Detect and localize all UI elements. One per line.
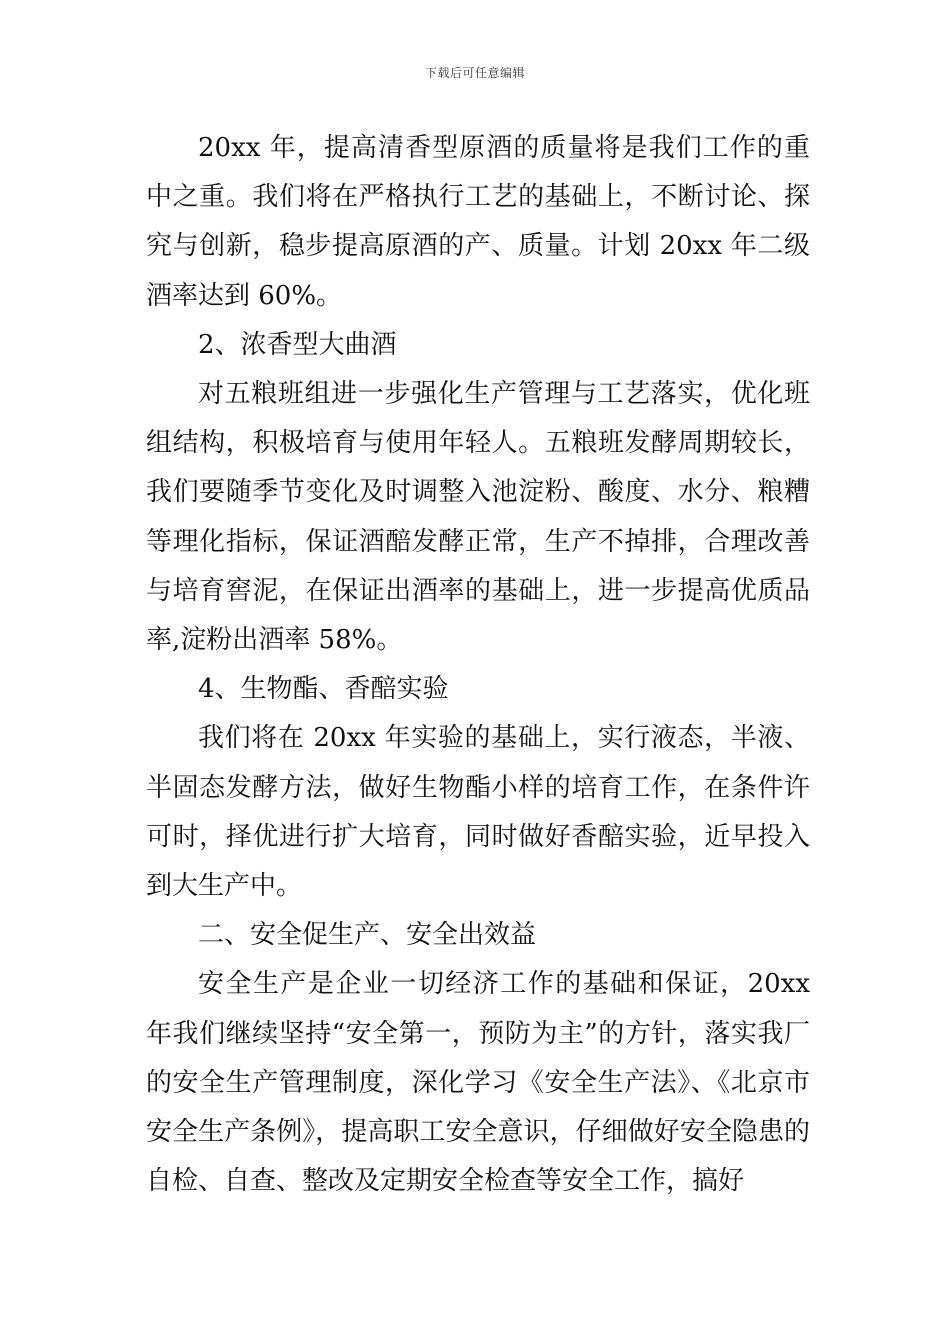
paragraph-qingxiang-quality: 20xx 年，提高清香型原酒的质量将是我们工作的重中之重。我们将在严格执行工艺的基础上，不断讨论、探究与创新，稳步提高原酒的产、质量。计划 20xx 年二级酒率达到 60%。: [146, 133, 810, 311]
paragraph-safety-production: 安全生产是企业一切经济工作的基础和保证，20xx 年我们继续坚持“安全第一，预防为主”的方针，落实我厂的安全生产管理制度，深化学习《安全生产法》、《北京市安全生产条例》，提高职工安全意识，仔细做好安全隐患的自检、自查、整改及定期安全检查等安全工作，搞好: [146, 969, 810, 1197]
paragraph-wuliang-team: 对五粮班组进一步强化生产管理与工艺落实，优化班组结构，积极培育与使用年轻人。五粮班发酵周期较长，我们要随季节变化及时调整入池淀粉、酸度、水分、粮糟等理化指标，保证酒醅发酵正常，生产不掉排，合理改善与培育窖泥，在保证出酒率的基础上，进一步提高优质品率,淀粉出酒率 58%。: [146, 379, 810, 656]
heading-bio-ester-experiment: 4、生物酯、香醅实验: [198, 674, 449, 705]
heading-safety-section: 二、安全促生产、安全出效益: [198, 920, 537, 951]
paragraph-bio-ester-plan: 我们将在 20xx 年实验的基础上，实行液态，半液、半固态发酵方法，做好生物酯小样的培育工作，在条件许可时，择优进行扩大培育，同时做好香醅实验，近早投入到大生产中。: [146, 723, 810, 902]
page-header-note: 下载后可任意编辑: [424, 66, 525, 80]
document-body: [146, 124, 810, 1206]
heading-nongxiang-daqu: 2、浓香型大曲酒: [198, 329, 397, 360]
